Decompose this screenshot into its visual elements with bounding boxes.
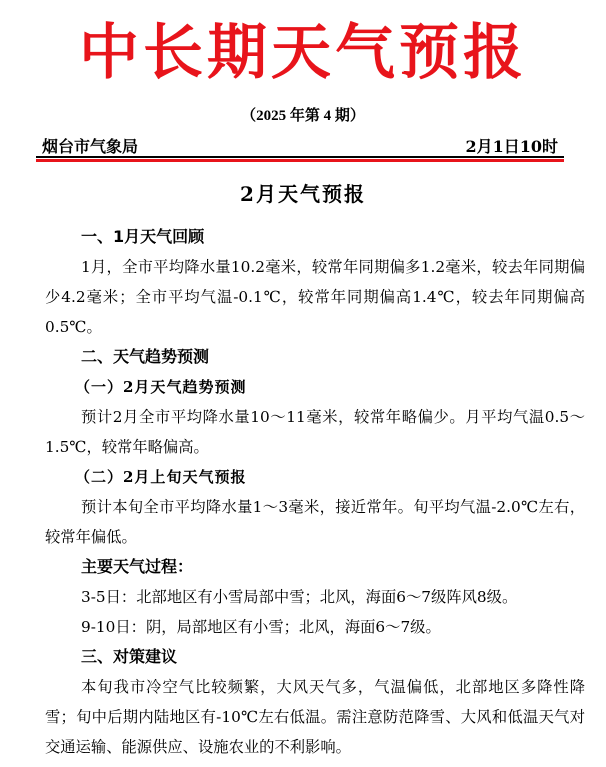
header-rule-black	[36, 156, 564, 158]
weather-process-2: 9-10日：阴，局部地区有小雪；北风，海面6～7级。	[81, 618, 441, 636]
early-dekad-heading: （二）2月上旬天气预报	[75, 468, 247, 486]
advice-paragraph: 本旬我市冷空气比较频繁，大风天气多，气温偏低，北部地区多降性降雪；旬中后期内陆地区有-10℃左右低温。需注意防范降雪、大风和低温天气对交通运输、能源供应、设施农业的不利影响。	[45, 678, 585, 756]
issue-number: （2025 年第 4 期）	[241, 108, 365, 124]
advice-heading: 三、对策建议	[81, 647, 178, 666]
trend-heading: 二、天气趋势预测	[81, 347, 210, 366]
early-dekad-paragraph: 预计本旬全市平均降水量1～3毫米，接近常年。旬平均气温-2.0℃左右，较常年偏低。	[45, 498, 585, 546]
issuing-agency: 烟台市气象局	[42, 137, 139, 156]
month-trend-paragraph: 预计2月全市平均降水量10～11毫米，较常年略偏少。月平均气温0.5～1.5℃，较常年略偏高。	[45, 408, 585, 456]
issue-time: 2月1日10时	[465, 137, 558, 156]
masthead-title: 中长期天气预报	[79, 18, 527, 88]
header-rule-red	[36, 159, 564, 162]
review-paragraph: 1月，全市平均降水量10.2毫米，较常年同期偏多1.2毫米，较去年同期偏少4.2毫米；全市平均气温-0.1℃，较常年同期偏高1.4℃，较去年同期偏高0.5℃。	[45, 258, 585, 336]
document-body	[45, 222, 585, 762]
month-trend-heading: （一）2月天气趋势预测	[75, 378, 247, 396]
weather-process-1: 3-5日：北部地区有小雪局部中雪；北风，海面6～7级阵风8级。	[81, 588, 518, 606]
document-title: 2月天气预报	[240, 182, 366, 206]
weather-process-heading: 主要天气过程：	[81, 557, 194, 576]
review-heading: 一、1月天气回顾	[81, 227, 205, 246]
